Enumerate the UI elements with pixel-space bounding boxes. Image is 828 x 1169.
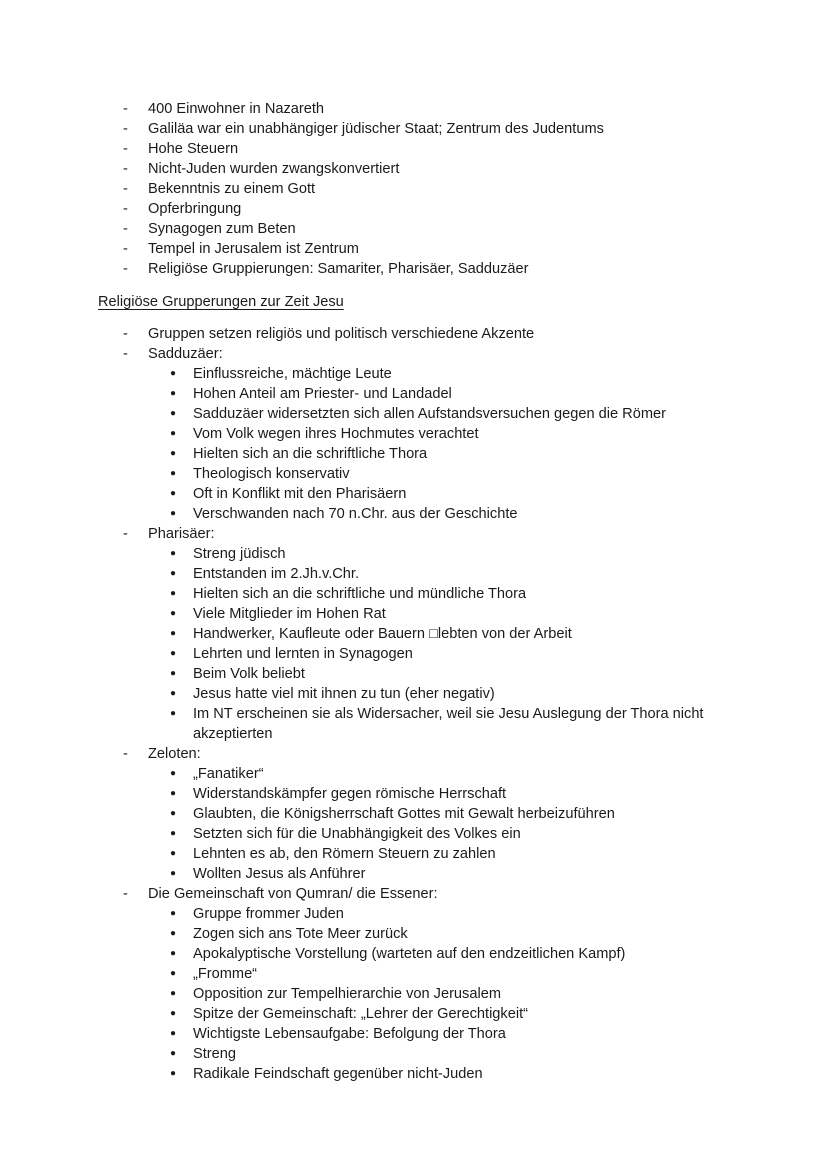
list-item xyxy=(170,1064,740,1084)
list-item xyxy=(123,139,740,159)
disc-bullet: ● xyxy=(170,428,177,439)
list-item-text: Apokalyptische Vorstellung (warteten auf den endzeitlichen Kampf) xyxy=(193,946,626,962)
list-item-text: Sadduzäer: xyxy=(148,346,223,362)
list-item xyxy=(170,644,740,664)
list-item xyxy=(123,324,740,344)
list-item-text: Theologisch konservativ xyxy=(193,466,350,482)
list-item-text: Handwerker, Kaufleute oder Bauern □lebten von der Arbeit xyxy=(193,626,572,642)
disc-bullet: ● xyxy=(170,848,177,859)
disc-bullet: ● xyxy=(170,1028,177,1039)
list-item xyxy=(170,684,740,704)
list-item xyxy=(170,464,740,484)
disc-bullet: ● xyxy=(170,548,177,559)
list-item-text: Wollten Jesus als Anführer xyxy=(193,866,366,882)
list-item-text: Zogen sich ans Tote Meer zurück xyxy=(193,926,408,942)
disc-bullet: ● xyxy=(170,488,177,499)
intro-list xyxy=(98,99,740,279)
list-item xyxy=(170,364,740,384)
list-item xyxy=(170,824,740,844)
list-item-text: Einflussreiche, mächtige Leute xyxy=(193,366,392,382)
disc-bullet: ● xyxy=(170,988,177,999)
list-item xyxy=(123,884,740,904)
list-item xyxy=(170,1004,740,1024)
list-item-text: Opposition zur Tempelhierarchie von Jerusalem xyxy=(193,986,501,1002)
list-item xyxy=(123,239,740,259)
list-item-text: Pharisäer: xyxy=(148,526,215,542)
list-item xyxy=(123,119,740,139)
list-item xyxy=(170,424,740,444)
disc-bullet: ● xyxy=(170,448,177,459)
disc-bullet: ● xyxy=(170,908,177,919)
disc-bullet: ● xyxy=(170,368,177,379)
dash-bullet: - xyxy=(123,526,128,542)
disc-bullet: ● xyxy=(170,768,177,779)
list-item-text: Streng xyxy=(193,1046,236,1062)
list-item xyxy=(123,744,740,764)
list-item-text: Entstanden im 2.Jh.v.Chr. xyxy=(193,566,360,582)
dash-bullet: - xyxy=(123,201,128,217)
disc-bullet: ● xyxy=(170,1048,177,1059)
list-item-text: Gruppe frommer Juden xyxy=(193,906,344,922)
disc-bullet: ● xyxy=(170,388,177,399)
disc-bullet: ● xyxy=(170,608,177,619)
dash-bullet: - xyxy=(123,121,128,137)
list-item xyxy=(170,864,740,884)
list-item-text: 400 Einwohner in Nazareth xyxy=(148,101,325,117)
disc-bullet: ● xyxy=(170,948,177,959)
list-item xyxy=(170,784,740,804)
list-item-text: Hohe Steuern xyxy=(148,141,239,157)
list-item-text: Sadduzäer widersetzten sich allen Aufstandsversuchen gegen die Römer xyxy=(193,406,666,422)
list-item xyxy=(170,924,740,944)
list-item-text: Glaubten, die Königsherrschaft Gottes mit Gewalt herbeizuführen xyxy=(193,806,615,822)
dash-bullet: - xyxy=(123,241,128,257)
dash-bullet: - xyxy=(123,181,128,197)
disc-bullet: ● xyxy=(170,568,177,579)
disc-bullet: ● xyxy=(170,968,177,979)
list-item-text: Tempel in Jerusalem ist Zentrum xyxy=(148,241,359,257)
list-item-text: Hielten sich an die schriftliche Thora xyxy=(193,446,428,462)
list-item xyxy=(170,584,740,604)
list-item xyxy=(123,524,740,544)
list-item-text: „Fromme“ xyxy=(193,966,258,982)
list-item xyxy=(170,624,740,644)
list-item xyxy=(170,764,740,784)
list-item-text: Widerstandskämpfer gegen römische Herrschaft xyxy=(193,786,507,802)
list-item xyxy=(123,199,740,219)
list-item xyxy=(170,484,740,504)
disc-bullet: ● xyxy=(170,668,177,679)
list-item-text: Gruppen setzen religiös und politisch verschiedene Akzente xyxy=(148,326,535,342)
list-item-text: Jesus hatte viel mit ihnen zu tun (eher negativ) xyxy=(193,686,495,702)
list-item-text: Vom Volk wegen ihres Hochmutes verachtet xyxy=(193,426,479,442)
list-item xyxy=(123,219,740,239)
list-item xyxy=(123,179,740,199)
list-item xyxy=(170,1024,740,1044)
disc-bullet: ● xyxy=(170,648,177,659)
list-item-text: Verschwanden nach 70 n.Chr. aus der Geschichte xyxy=(193,506,518,522)
list-item-text: Im NT erscheinen sie als Widersacher, weil sie Jesu Auslegung der Thora nicht akzeptierten xyxy=(193,706,704,742)
dash-bullet: - xyxy=(123,346,128,362)
list-item-text: Beim Volk beliebt xyxy=(193,666,305,682)
list-item xyxy=(170,384,740,404)
list-item xyxy=(170,544,740,564)
disc-bullet: ● xyxy=(170,468,177,479)
list-item xyxy=(123,159,740,179)
dash-bullet: - xyxy=(123,886,128,902)
disc-bullet: ● xyxy=(170,1068,177,1079)
disc-bullet: ● xyxy=(170,688,177,699)
list-item-text: Lehrten und lernten in Synagogen xyxy=(193,646,413,662)
list-item xyxy=(170,564,740,584)
list-item-text: Synagogen zum Beten xyxy=(148,221,296,237)
list-item xyxy=(170,664,740,684)
list-item-text: Radikale Feindschaft gegenüber nicht-Juden xyxy=(193,1066,483,1082)
list-item-text: Opferbringung xyxy=(148,201,242,217)
list-item xyxy=(123,259,740,279)
disc-bullet: ● xyxy=(170,788,177,799)
dash-bullet: - xyxy=(123,746,128,762)
list-item-text: Viele Mitglieder im Hohen Rat xyxy=(193,606,386,622)
groups-list xyxy=(98,324,740,1084)
list-item xyxy=(170,504,740,524)
list-item-text: Die Gemeinschaft von Qumran/ die Essener: xyxy=(148,886,438,902)
list-item-text: Setzten sich für die Unabhängigkeit des Volkes ein xyxy=(193,826,521,842)
list-item-text: Bekenntnis zu einem Gott xyxy=(148,181,316,197)
disc-bullet: ● xyxy=(170,708,177,719)
dash-bullet: - xyxy=(123,101,128,117)
disc-bullet: ● xyxy=(170,828,177,839)
list-item-text: Hielten sich an die schriftliche und mündliche Thora xyxy=(193,586,527,602)
list-item-text: Nicht-Juden wurden zwangskonvertiert xyxy=(148,161,400,177)
list-item xyxy=(123,344,740,364)
list-item xyxy=(170,904,740,924)
list-item xyxy=(170,984,740,1004)
list-item xyxy=(170,964,740,984)
list-item-text: Streng jüdisch xyxy=(193,546,286,562)
list-item xyxy=(170,944,740,964)
list-item-text: Hohen Anteil am Priester- und Landadel xyxy=(193,386,452,402)
disc-bullet: ● xyxy=(170,928,177,939)
list-item xyxy=(170,404,740,424)
list-item-text: Oft in Konflikt mit den Pharisäern xyxy=(193,486,407,502)
list-item-text: Galiläa war ein unabhängiger jüdischer Staat; Zentrum des Judentums xyxy=(148,121,604,137)
list-item xyxy=(170,1044,740,1064)
list-item-text: Religiöse Gruppierungen: Samariter, Pharisäer, Sadduzäer xyxy=(148,261,529,277)
dash-bullet: - xyxy=(123,161,128,177)
dash-bullet: - xyxy=(123,141,128,157)
disc-bullet: ● xyxy=(170,808,177,819)
list-item xyxy=(123,99,740,119)
section-heading: Religiöse Grupperungen zur Zeit Jesu xyxy=(98,294,344,310)
disc-bullet: ● xyxy=(170,628,177,639)
list-item-text: „Fanatiker“ xyxy=(193,766,264,782)
disc-bullet: ● xyxy=(170,408,177,419)
disc-bullet: ● xyxy=(170,868,177,879)
dash-bullet: - xyxy=(123,221,128,237)
list-item-text: Lehnten es ab, den Römern Steuern zu zahlen xyxy=(193,846,496,862)
dash-bullet: - xyxy=(123,261,128,277)
list-item xyxy=(170,604,740,624)
disc-bullet: ● xyxy=(170,508,177,519)
list-item-text: Spitze der Gemeinschaft: „Lehrer der Gerechtigkeit“ xyxy=(193,1006,528,1022)
dash-bullet: - xyxy=(123,326,128,342)
disc-bullet: ● xyxy=(170,1008,177,1019)
list-item-text: Zeloten: xyxy=(148,746,201,762)
list-item xyxy=(170,844,740,864)
list-item-text: Wichtigste Lebensaufgabe: Befolgung der Thora xyxy=(193,1026,506,1042)
list-item xyxy=(170,444,740,464)
list-item xyxy=(170,704,740,744)
disc-bullet: ● xyxy=(170,588,177,599)
list-item xyxy=(170,804,740,824)
